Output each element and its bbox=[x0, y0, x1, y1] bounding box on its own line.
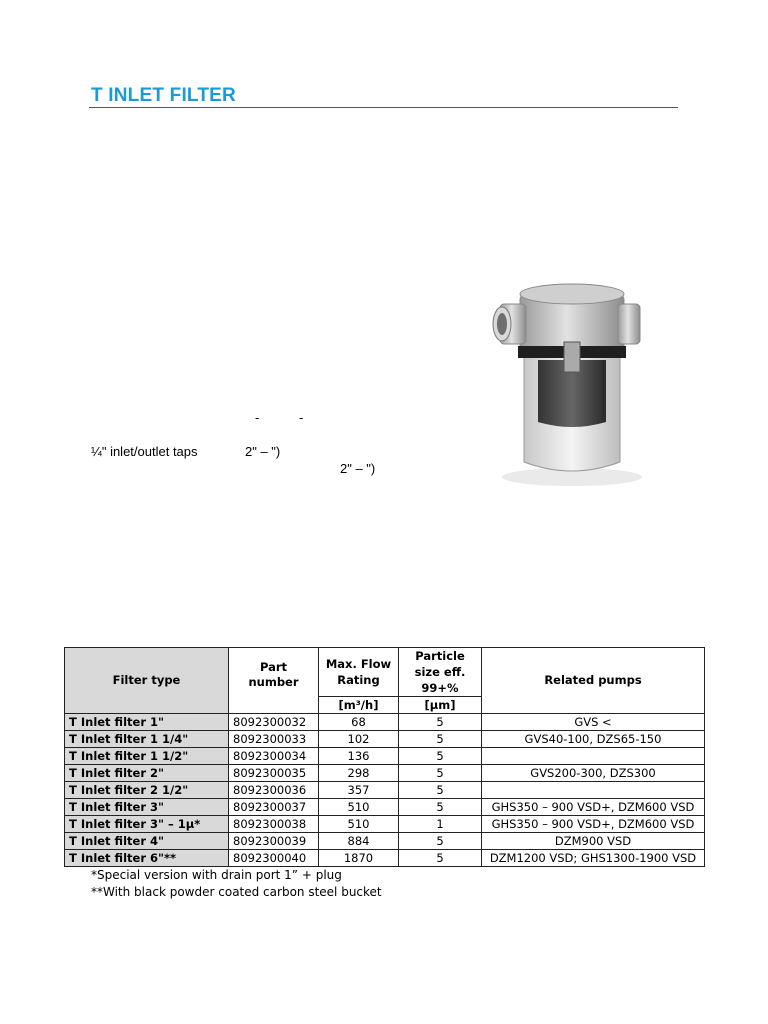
cell-pumps: GVS40-100, DZS65-150 bbox=[482, 731, 705, 748]
taps-range: 2" – ") bbox=[245, 444, 281, 459]
cell-pumps: DZM1200 VSD; GHS1300-1900 VSD bbox=[482, 850, 705, 867]
cell-flow: 357 bbox=[319, 782, 399, 799]
cell-flow: 298 bbox=[319, 765, 399, 782]
cell-filter-type: T Inlet filter 6"** bbox=[65, 850, 229, 867]
header-particle: Particle size eff. 99+% bbox=[399, 648, 482, 697]
taps-label: ¼" inlet/outlet taps bbox=[91, 444, 198, 459]
cell-filter-type: T Inlet filter 1" bbox=[65, 714, 229, 731]
table-row bbox=[65, 714, 705, 731]
cell-particle: 5 bbox=[399, 850, 482, 867]
cell-filter-type: T Inlet filter 3" – 1µ* bbox=[65, 816, 229, 833]
table-row bbox=[65, 782, 705, 799]
table-row bbox=[65, 765, 705, 782]
cell-flow: 136 bbox=[319, 748, 399, 765]
cell-part-number: 8092300039 bbox=[229, 833, 319, 850]
filter-product-image bbox=[480, 272, 664, 490]
filter-spec-table bbox=[64, 647, 705, 867]
cell-particle: 5 bbox=[399, 731, 482, 748]
cell-pumps: GHS350 – 900 VSD+, DZM600 VSD bbox=[482, 816, 705, 833]
cell-part-number: 8092300038 bbox=[229, 816, 319, 833]
cell-pumps: DZM900 VSD bbox=[482, 833, 705, 850]
footnote: **With black powder coated carbon steel bucket bbox=[91, 885, 382, 899]
cell-particle: 5 bbox=[399, 833, 482, 850]
cell-particle: 5 bbox=[399, 714, 482, 731]
cell-flow: 102 bbox=[319, 731, 399, 748]
cell-part-number: 8092300034 bbox=[229, 748, 319, 765]
cell-pumps: GHS350 – 900 VSD+, DZM600 VSD bbox=[482, 799, 705, 816]
cell-filter-type: T Inlet filter 3" bbox=[65, 799, 229, 816]
cell-flow: 68 bbox=[319, 714, 399, 731]
table-row bbox=[65, 748, 705, 765]
cell-particle: 5 bbox=[399, 799, 482, 816]
cell-part-number: 8092300037 bbox=[229, 799, 319, 816]
footnotes bbox=[91, 867, 382, 901]
table-row bbox=[65, 731, 705, 748]
cell-pumps: GVS200-300, DZS300 bbox=[482, 765, 705, 782]
table-row bbox=[65, 833, 705, 850]
table-row bbox=[65, 799, 705, 816]
cell-particle: 5 bbox=[399, 765, 482, 782]
cell-particle: 1 bbox=[399, 816, 482, 833]
dash-mark: - bbox=[299, 410, 304, 425]
cell-particle: 5 bbox=[399, 782, 482, 799]
header-particle-unit: [µm] bbox=[399, 697, 482, 714]
cell-particle: 5 bbox=[399, 748, 482, 765]
cell-flow: 884 bbox=[319, 833, 399, 850]
header-flow: Max. Flow Rating bbox=[319, 648, 399, 697]
cell-filter-type: T Inlet filter 1 1/4" bbox=[65, 731, 229, 748]
header-part-number: Part number bbox=[229, 648, 319, 697]
footnote: *Special version with drain port 1” + plug bbox=[91, 868, 342, 882]
cell-part-number: 8092300040 bbox=[229, 850, 319, 867]
cell-filter-type: T Inlet filter 2" bbox=[65, 765, 229, 782]
header-flow-unit: [m³/h] bbox=[319, 697, 399, 714]
table-row bbox=[65, 850, 705, 867]
cell-part-number: 8092300035 bbox=[229, 765, 319, 782]
header-part-number-blank bbox=[229, 697, 319, 714]
cell-flow: 510 bbox=[319, 816, 399, 833]
header-filter-type: Filter type bbox=[65, 648, 229, 714]
page-title: T INLET FILTER bbox=[91, 85, 236, 106]
cell-pumps bbox=[482, 748, 705, 765]
dash-mark: - bbox=[255, 410, 260, 425]
cell-pumps bbox=[482, 782, 705, 799]
cell-filter-type: T Inlet filter 4" bbox=[65, 833, 229, 850]
cell-flow: 510 bbox=[319, 799, 399, 816]
cell-filter-type: T Inlet filter 1 1/2" bbox=[65, 748, 229, 765]
cell-part-number: 8092300036 bbox=[229, 782, 319, 799]
cell-pumps: GVS < bbox=[482, 714, 705, 731]
table-row bbox=[65, 816, 705, 833]
cell-flow: 1870 bbox=[319, 850, 399, 867]
header-related-pumps: Related pumps bbox=[482, 648, 705, 714]
taps-range: 2" – ") bbox=[340, 461, 376, 476]
cell-filter-type: T Inlet filter 2 1/2" bbox=[65, 782, 229, 799]
cell-part-number: 8092300032 bbox=[229, 714, 319, 731]
title-divider bbox=[89, 107, 678, 108]
cell-part-number: 8092300033 bbox=[229, 731, 319, 748]
